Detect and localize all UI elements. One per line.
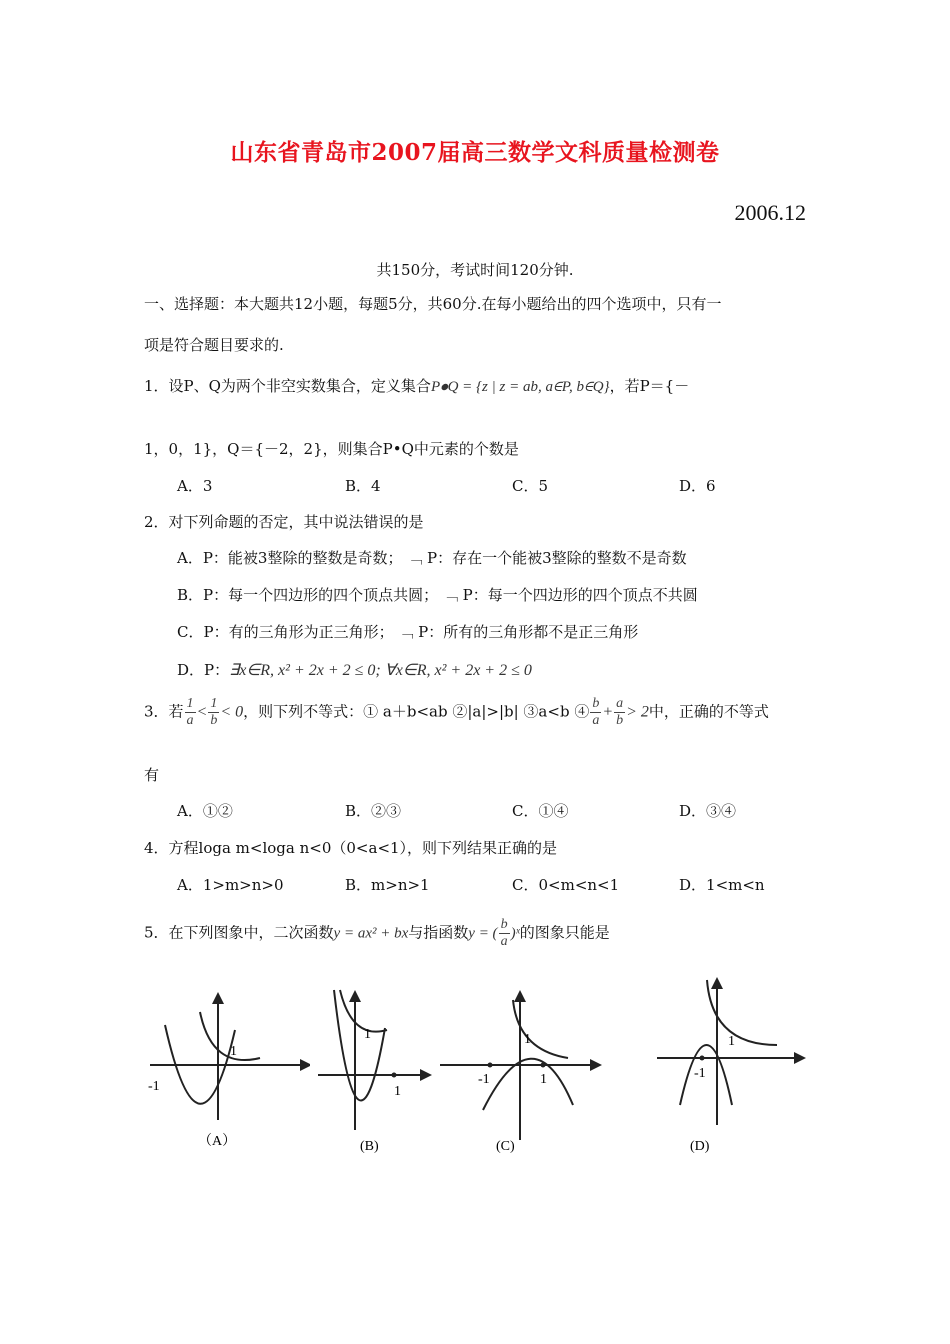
q1-stem	[144, 375, 689, 396]
q4-option-b[interactable]: B．m>n>1	[345, 876, 430, 894]
q3-mid: ，则下列不等式：① a＋b<ab ②|a|>|b| ③a<b ④	[243, 702, 590, 721]
graph-a-caption: （A）	[198, 1134, 237, 1149]
q4-option-a[interactable]: A．1>m>n>0	[177, 876, 284, 894]
q3-frac-b-over-a: $\frac{b}{a}$	[592, 696, 600, 728]
q5-pre: 5．在下列图象中，二次函数	[144, 923, 334, 942]
graph-c-caption: (C)	[496, 1139, 515, 1154]
q3-option-a[interactable]: A．①②	[177, 802, 233, 820]
graph-a[interactable]	[140, 990, 310, 1155]
q3-pre: 3．若	[144, 702, 184, 721]
graph-b-one-label: 1	[364, 1027, 371, 1042]
q2-stem: 2．对下列命题的否定，其中说法错误的是	[144, 513, 424, 531]
q2-option-b[interactable]: B．P：每一个四边形的四个顶点共圆； ﹁ P：每一个四边形的四个顶点不共圆	[177, 586, 698, 604]
exam-info: 共150分，考试时间120分钟.	[376, 261, 574, 279]
graph-a-neg-one-label: -1	[148, 1079, 160, 1094]
graph-c-neg-one-label: -1	[478, 1072, 490, 1087]
section-heading-line1: 一、选择题：本大题共12小题，每题5分，共60分.在每小题给出的四个选项中，只有一	[144, 295, 722, 313]
q2-option-d[interactable]	[177, 659, 532, 680]
q1-stem-line2: 1，0，1}，Q＝{－2，2}，则集合P•Q中元素的个数是	[144, 440, 519, 458]
graph-c-one-label: 1	[524, 1032, 531, 1047]
q4-stem: 4．方程loga m<loga n<0（0<a<1），则下列结果正确的是	[144, 839, 558, 857]
q5-stem: 5．在下列图象中，二次函数y = ax² + bx与指函数y = ( $\frac{b}{a}$ )ˣ的图象只能是	[144, 917, 610, 949]
q1-pre: 1．设P、Q为两个非空实数集合，定义集合	[144, 377, 431, 395]
exam-date: 2006.12	[734, 200, 806, 225]
q5-frac-b-over-a: $\frac{b}{a}$	[500, 917, 508, 949]
q1-option-b[interactable]: B．4	[345, 477, 381, 495]
q2-option-d-label: D．P：	[177, 661, 230, 679]
graph-a-one-label: 1	[230, 1044, 237, 1059]
q1-post: ，若P＝{－	[609, 377, 690, 395]
q3-post: 中，正确的不等式	[648, 702, 769, 721]
q3-frac-1-over-a: $\frac{1}{a}$	[186, 696, 194, 728]
page-title: 山东省青岛市2007届高三数学文科质量检测卷	[230, 139, 720, 166]
graph-d-neg-one-label: -1	[694, 1066, 706, 1081]
graph-c-x-one-label: 1	[540, 1072, 547, 1087]
q3-frac-1-over-b: $\frac{1}{b}$	[210, 696, 218, 728]
q3-option-c[interactable]: C．①④	[512, 802, 569, 820]
q1-formula: P⦁Q = {z | z = ab, a∈P, b∈Q}	[430, 379, 610, 395]
q2-option-d-formula: ∃x∈R, x² + 2x + 2 ≤ 0; ∀x∈R, x² + 2x + 2 ≤ 0	[229, 662, 532, 679]
q5-mid: 与指函数	[408, 923, 469, 942]
q1-option-d[interactable]: D．6	[679, 477, 716, 495]
graph-d[interactable]	[652, 965, 812, 1155]
q4-option-d[interactable]: D．1<m<n	[679, 876, 765, 894]
graph-b-caption: (B)	[360, 1139, 379, 1154]
q1-option-c[interactable]: C．5	[512, 477, 549, 495]
q3-option-b[interactable]: B．②③	[345, 802, 402, 820]
section-heading-line2: 项是符合题目要求的.	[144, 336, 284, 354]
q2-option-a[interactable]: A．P：能被3整除的整数是奇数； ﹁ P：存在一个能被3整除的整数不是奇数	[177, 549, 687, 567]
q3-option-d[interactable]: D．③④	[679, 802, 737, 820]
q5-quadratic: y = ax² + bx	[333, 925, 409, 942]
q2-option-c[interactable]: C．P：有的三角形为正三角形； ﹁ P：所有的三角形都不是正三角形	[177, 623, 639, 641]
graph-d-caption: (D)	[690, 1139, 710, 1154]
q3-stem: 3．若 $\frac{1}{a}$ < $\frac{1}{b}$ < 0，则下列不等式：① a＋b<ab ②|a|>|b| ③a<b ④ $\frac{b}{a}$ + $\frac{a}{b}$ > 2中，正确的不等式	[144, 696, 769, 728]
q3-stem-line2: 有	[144, 766, 160, 784]
q3-frac-a-over-b: $\frac{a}{b}$	[616, 696, 624, 728]
graph-c[interactable]	[438, 980, 608, 1155]
q5-post: 的图象只能是	[519, 923, 610, 942]
graph-b-x-one-label: 1	[394, 1084, 401, 1099]
graph-d-one-label: 1	[728, 1034, 735, 1049]
graph-b[interactable]	[312, 980, 432, 1155]
q1-option-a[interactable]: A．3	[177, 477, 213, 495]
q4-option-c[interactable]: C．0<m<n<1	[512, 876, 620, 894]
